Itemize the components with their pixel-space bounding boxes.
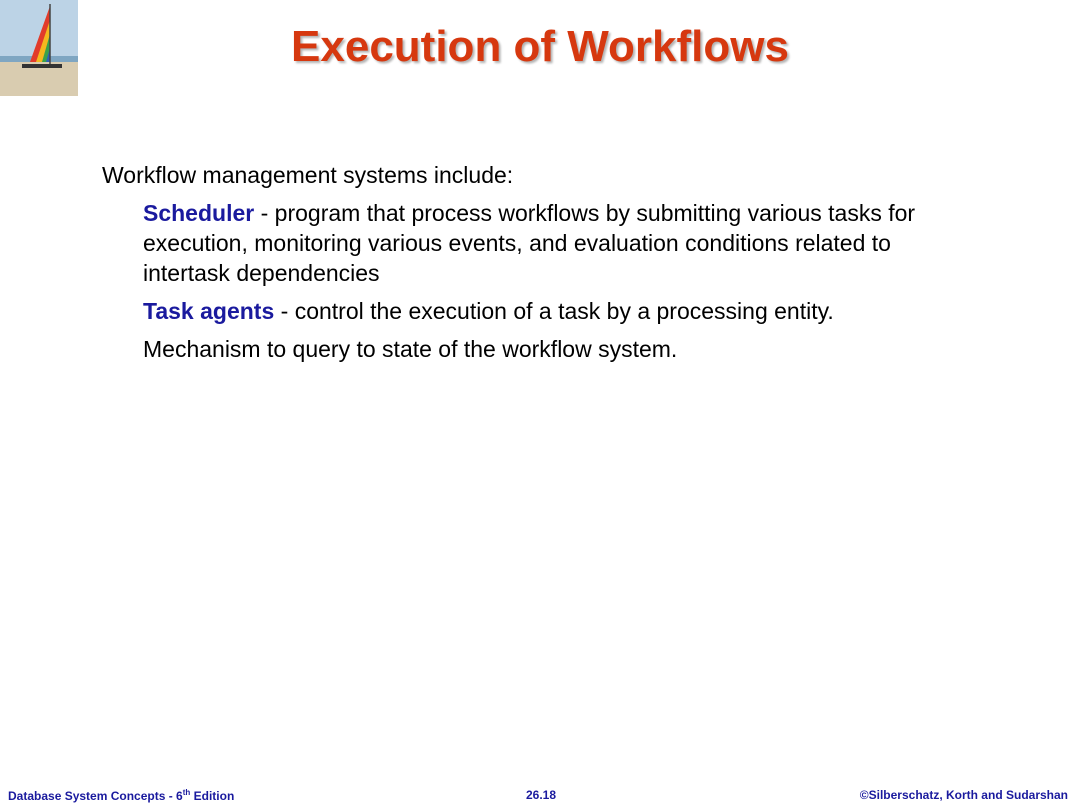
bullet-mechanism — [143, 334, 963, 364]
slide-footer — [0, 786, 1080, 806]
bullet-scheduler — [143, 198, 963, 288]
slide-title: Execution of Workflows — [291, 22, 789, 71]
bullet-term: Task agents — [143, 298, 275, 324]
intro-text: Workflow management systems include: — [102, 162, 514, 188]
copyright: ©Silberschatz, Korth and Sudarshan — [859, 788, 1068, 802]
footer-book-suffix: Edition — [190, 789, 235, 803]
footer-book-prefix: Database System Concepts - 6 — [8, 789, 183, 803]
page-number: 26.18 — [526, 788, 557, 802]
bullet-text: - program that process workflows by submitting various tasks for execution, monitoring various events, and evaluation conditions related to intertask dependencies — [143, 200, 916, 286]
footer-book-title — [8, 788, 234, 803]
bullet-text: Mechanism to query to state of the workflow system. — [143, 336, 678, 362]
footer-book-sup: th — [182, 788, 191, 797]
slide-content — [102, 160, 1002, 372]
bullet-task-agents — [143, 296, 963, 326]
bullet-term: Scheduler — [143, 200, 255, 226]
bullet-text: - control the execution of a task by a processing entity. — [274, 298, 834, 324]
